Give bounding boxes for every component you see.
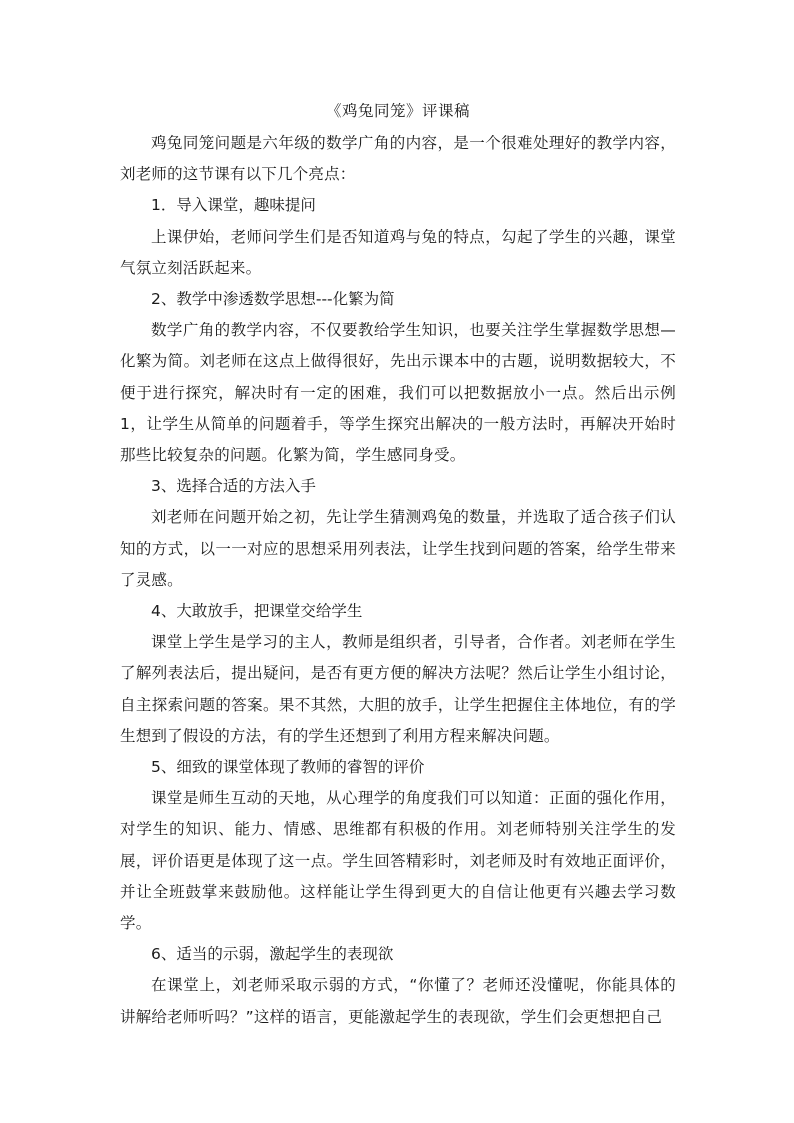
section-5-body: 课堂是师生互动的天地，从心理学的角度我们可以知道：正面的强化作用，对学生的知识、能力、情感、思维都有积极的作用。刘老师特别关注学生的发展，评价语更是体现了这一点。学生回答精彩时，刘老师及时有效地正面评价，并让全班鼓掌来鼓励他。这样能让学生得到更大的自信让他更有兴趣去学习数学。 xyxy=(120,789,676,933)
section-5-heading: 5、细致的课堂体现了教师的睿智的评价 xyxy=(151,758,425,777)
section-3-heading: 3、选择合适的方法入手 xyxy=(151,477,316,496)
document-title: 《鸡兔同笼》评课稿 xyxy=(325,102,470,120)
section-6-heading: 6、适当的示弱，激起学生的表现欲 xyxy=(151,945,394,964)
section-1-body: 上课伊始，老师问学生们是否知道鸡与兔的特点，勾起了学生的兴趣，课堂气氛立刻活跃起来。 xyxy=(120,227,676,277)
document-page xyxy=(120,96,676,1033)
intro-paragraph: 鸡兔同笼问题是六年级的数学广角的内容，是一个很难处理好的教学内容，刘老师的这节课有以下几个亮点： xyxy=(120,134,676,184)
section-3-body: 刘老师在问题开始之初，先让学生猜测鸡兔的数量，并选取了适合孩子们认知的方式，以一一对应的思想采用列表法，让学生找到问题的答案，给学生带来了灵感。 xyxy=(120,508,676,589)
section-6-body: 在课堂上，刘老师采取示弱的方式，“你懂了？老师还没懂呢，你能具体的讲解给老师听吗？”这样的语言，更能激起学生的表现欲，学生们会更想把自己 xyxy=(120,976,676,1026)
section-4-body: 课堂上学生是学习的主人，教师是组织者，引导者，合作者。刘老师在学生了解列表法后，提出疑问，是否有更方便的解决方法呢？然后让学生小组讨论，自主探索问题的答案。果不其然，大胆的放手，让学生把握住主体地位，有的学生想到了假设的方法，有的学生还想到了利用方程来解决问题。 xyxy=(120,633,676,745)
section-2-body: 数学广角的教学内容，不仅要教给学生知识，也要关注学生掌握数学思想—化繁为简。刘老师在这点上做得很好，先出示课本中的古题，说明数据较大，不便于进行探究，解决时有一定的困难，我们可以把数据放小一点。然后出示例1，让学生从简单的问题着手，等学生探究出解决的一般方法时，再解决开始时那些比较复杂的问题。化繁为简，学生感同身受。 xyxy=(120,321,676,465)
section-2-heading: 2、教学中渗透数学思想---化繁为简 xyxy=(151,290,395,309)
section-4-heading: 4、大敢放手，把课堂交给学生 xyxy=(151,602,363,621)
section-1-heading: 1．导入课堂，趣味提问 xyxy=(151,196,316,215)
